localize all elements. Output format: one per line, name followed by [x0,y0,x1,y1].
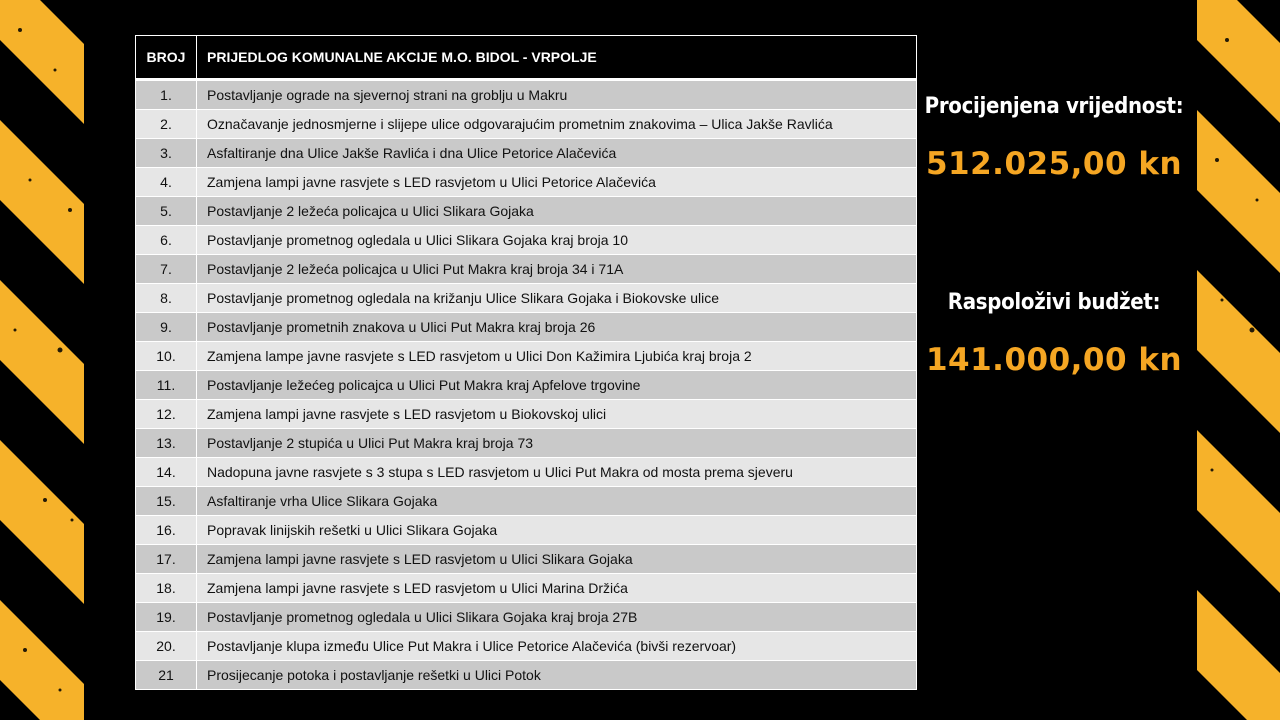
table-row [136,458,917,487]
row-number: 7. [136,255,197,284]
row-text: Postavljanje 2 stupića u Ulici Put Makra kraj broja 73 [197,429,917,458]
row-text: Asfaltiranje vrha Ulice Slikara Gojaka [197,487,917,516]
row-text: Postavljanje prometnog ogledala u Ulici Slikara Gojaka kraj broja 27B [197,603,917,632]
table-row [136,168,917,197]
table-header-row [136,36,917,80]
row-number: 5. [136,197,197,226]
row-number: 21 [136,661,197,690]
row-text: Prosijecanje potoka i postavljanje rešetki u Ulici Potok [197,661,917,690]
row-text: Zamjena lampi javne rasvjete s LED rasvjetom u Ulici Marina Držića [197,574,917,603]
row-text: Postavljanje klupa između Ulice Put Makra i Ulice Petorice Alačevića (bivši rezervoar) [197,632,917,661]
row-number: 11. [136,371,197,400]
header-num: BROJ [136,36,197,80]
estimate-block [918,94,1190,119]
estimate-value: 512.025,00 kn [925,146,1183,182]
table-row [136,661,917,690]
table-row [136,371,917,400]
row-text: Postavljanje 2 ležeća policajca u Ulici Put Makra kraj broja 34 i 71A [197,255,917,284]
table-row [136,429,917,458]
table-row [136,487,917,516]
budget-value-wrap [918,342,1190,378]
row-number: 2. [136,110,197,139]
row-text: Označavanje jednosmjerne i slijepe ulice odgovarajućim prometnim znakovima – Ulica Jakše Ravlića [197,110,917,139]
estimate-label: Procijenjena vrijednost: [924,94,1184,119]
estimate-value-wrap [918,146,1190,182]
row-number: 18. [136,574,197,603]
row-number: 3. [136,139,197,168]
table-row [136,139,917,168]
row-text: Zamjena lampe javne rasvjete s LED rasvjetom u Ulici Don Kažimira Ljubića kraj broja 2 [197,342,917,371]
table-row [136,226,917,255]
row-text: Zamjena lampi javne rasvjete s LED rasvjetom u Ulici Slikara Gojaka [197,545,917,574]
row-number: 14. [136,458,197,487]
table-row [136,80,917,110]
table-row [136,516,917,545]
row-number: 16. [136,516,197,545]
table-row [136,545,917,574]
row-number: 9. [136,313,197,342]
table-row [136,603,917,632]
row-text: Postavljanje ležećeg policajca u Ulici Put Makra kraj Apfelove trgovine [197,371,917,400]
table-row [136,632,917,661]
row-number: 20. [136,632,197,661]
row-number: 12. [136,400,197,429]
row-text: Popravak linijskih rešetki u Ulici Slikara Gojaka [197,516,917,545]
row-text: Zamjena lampi javne rasvjete s LED rasvjetom u Ulici Petorice Alačevića [197,168,917,197]
row-number: 19. [136,603,197,632]
table-row [136,110,917,139]
proposal-table [135,35,917,690]
row-text: Postavljanje prometnog ogledala u Ulici Slikara Gojaka kraj broja 10 [197,226,917,255]
row-number: 10. [136,342,197,371]
table-row [136,197,917,226]
table-row [136,284,917,313]
row-text: Postavljanje prometnih znakova u Ulici Put Makra kraj broja 26 [197,313,917,342]
table-row [136,574,917,603]
row-number: 15. [136,487,197,516]
budget-block [918,290,1190,315]
row-number: 1. [136,80,197,110]
row-text: Zamjena lampi javne rasvjete s LED rasvjetom u Biokovskoj ulici [197,400,917,429]
table-row [136,400,917,429]
row-text: Asfaltiranje dna Ulice Jakše Ravlića i dna Ulice Petorice Alačevića [197,139,917,168]
table-row [136,255,917,284]
row-number: 13. [136,429,197,458]
row-number: 4. [136,168,197,197]
row-number: 8. [136,284,197,313]
row-number: 6. [136,226,197,255]
row-text: Nadopuna javne rasvjete s 3 stupa s LED rasvjetom u Ulici Put Makra od mosta prema sjeveru [197,458,917,487]
row-text: Postavljanje 2 ležeća policajca u Ulici Slikara Gojaka [197,197,917,226]
budget-label: Raspoloživi budžet: [947,290,1161,315]
row-text: Postavljanje ograde na sjevernoj strani na groblju u Makru [197,80,917,110]
row-number: 17. [136,545,197,574]
table-row [136,342,917,371]
table-row [136,313,917,342]
header-title: PRIJEDLOG KOMUNALNE AKCIJE M.O. BIDOL - VRPOLJE [197,36,917,80]
hazard-stripes-left [0,0,84,720]
budget-value: 141.000,00 kn [925,342,1183,378]
hazard-stripes-right [1197,0,1280,720]
row-text: Postavljanje prometnog ogledala na križanju Ulice Slikara Gojaka i Biokovske ulice [197,284,917,313]
